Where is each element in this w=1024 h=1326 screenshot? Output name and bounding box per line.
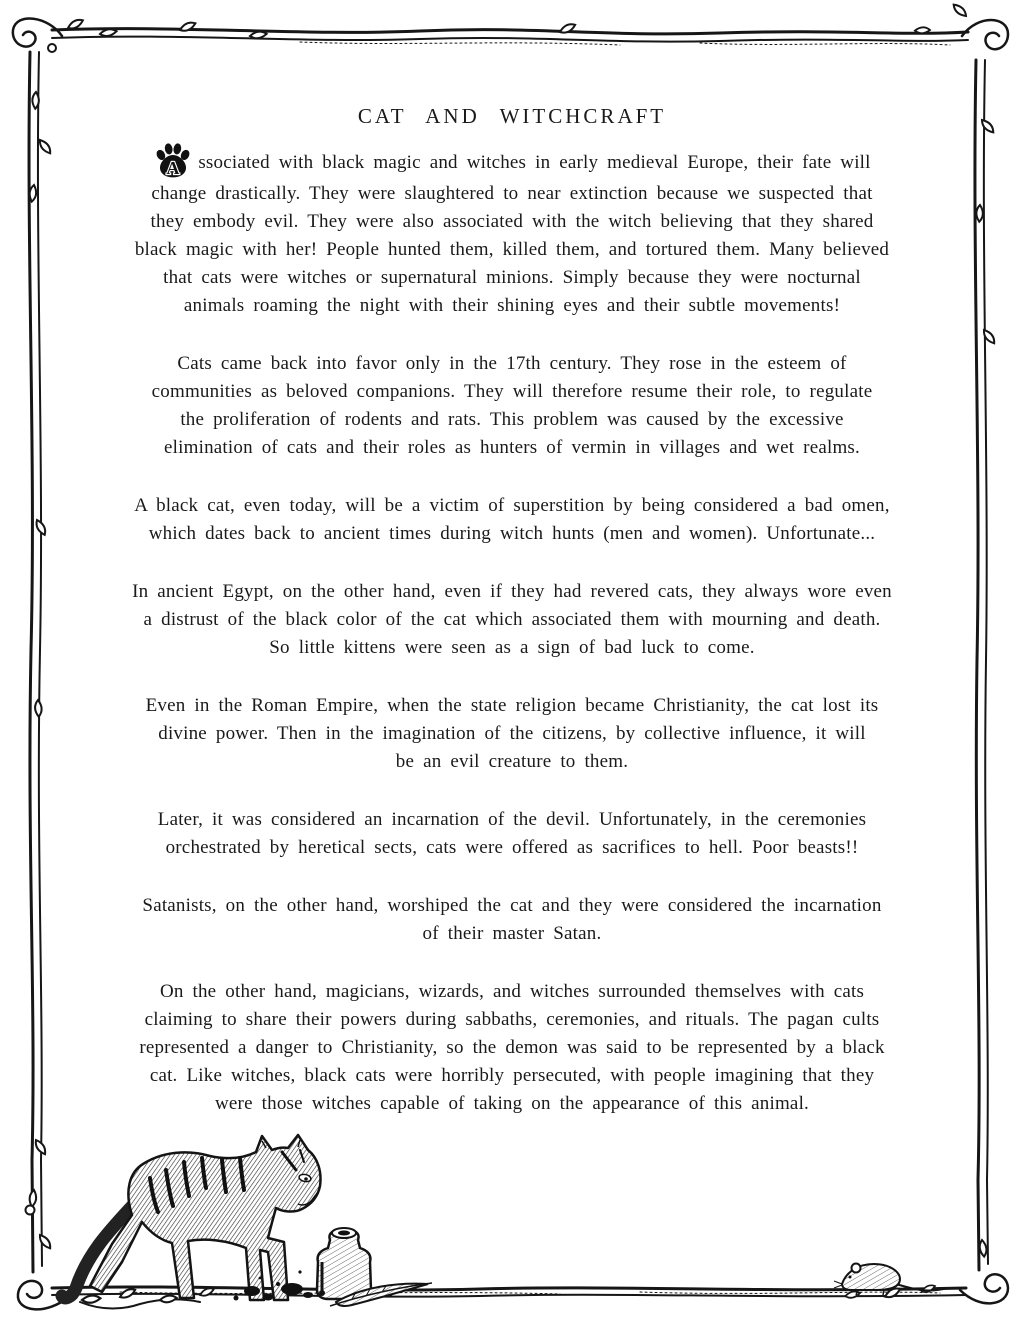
paragraph-text: be an evil creature to them. [395, 751, 629, 772]
paragraph-1-line-1 [84, 149, 940, 180]
paragraph-5 [84, 692, 940, 776]
paragraph-6 [84, 806, 940, 862]
paragraph-text: Later, it was considered an incarnation of the devil. Unfortunately, in the ceremonies [157, 809, 867, 830]
paragraph-text: elimination of cats and their roles as hunters of vermin in villages and wet realms. [164, 437, 860, 458]
paragraph-text: Even in the Roman Empire, when the state religion became Christianity, the cat lost its [145, 695, 879, 716]
paragraph-text: represented a danger to Christianity, so the demon was said to be represented by a black [139, 1037, 885, 1058]
paragraph-text: cat. Like witches, black cats were horribly persecuted, with people imagining that they [149, 1065, 875, 1086]
cat-illustration [62, 1135, 321, 1300]
paragraph-text: change drastically. They were slaughtered to near extinction because we suspected that [151, 183, 873, 204]
paragraph-text: Satanists, on the other hand, worshiped the cat and they were considered the incarnation [142, 895, 882, 916]
paragraph-8 [84, 978, 940, 1118]
paragraph-text: a distrust of the black color of the cat which associated them with mourning and death. [143, 609, 881, 630]
paragraph-text: which dates back to ancient times during witch hunts (men and women). Unfortunate... [148, 523, 876, 544]
paragraph-text: divine power. Then in the imagination of the citizens, by collective influence, it will [158, 723, 866, 744]
paragraph-text: were those witches capable of taking on the appearance of this animal. [214, 1093, 809, 1114]
paragraph-text: communities as beloved companions. They will therefore resume their role, to regulate [151, 381, 873, 402]
paragraph-text: black magic with her! People hunted them, killed them, and tortured them. Many believed [134, 239, 890, 260]
article [84, 104, 940, 1148]
paragraph-text: the proliferation of rodents and rats. This problem was caused by the excessive [180, 409, 844, 430]
paragraph-text: In ancient Egypt, on the other hand, even if they had revered cats, they always wore even [132, 581, 892, 602]
ink-bottle-illustration [317, 1228, 371, 1299]
paragraph-3 [84, 492, 940, 548]
paragraph-text: of their master Satan. [422, 923, 602, 944]
paragraph-text: animals roaming the night with their shining eyes and their subtle movements! [183, 295, 841, 316]
paragraph-text: orchestrated by heretical sects, cats were offered as sacrifices to hell. Poor beasts!! [165, 837, 859, 858]
paragraph-4 [84, 578, 940, 662]
paragraph-text: A black cat, even today, will be a victim of superstition by being considered a bad omen, [134, 495, 890, 516]
paragraph-text: On the other hand, magicians, wizards, and witches surrounded themselves with cats [159, 981, 865, 1002]
paragraph-text: ssociated with black magic and witches in early medieval Europe, their fate will [198, 152, 871, 173]
paragraph-text: they embody evil. They were also associated with the witch believing that they shared [150, 211, 874, 232]
page-title: CAT AND WITCHCRAFT [357, 104, 667, 128]
paw-print-drop-cap-icon [153, 142, 193, 180]
drop-cap-letter: A [166, 157, 180, 178]
paragraph-text: Cats came back into favor only in the 17th century. They rose in the esteem of [177, 353, 847, 374]
paragraph-7 [84, 892, 940, 948]
paragraph-2 [84, 350, 940, 462]
paragraph-text: that cats were witches or supernatural minions. Simply because they were nocturnal [163, 267, 861, 288]
paragraph-text: claiming to share their powers during sabbaths, ceremonies, and rituals. The pagan cults [144, 1009, 880, 1030]
paragraph-text: So little kittens were seen as a sign of bad luck to come. [269, 637, 755, 658]
paragraph-1 [84, 149, 940, 320]
